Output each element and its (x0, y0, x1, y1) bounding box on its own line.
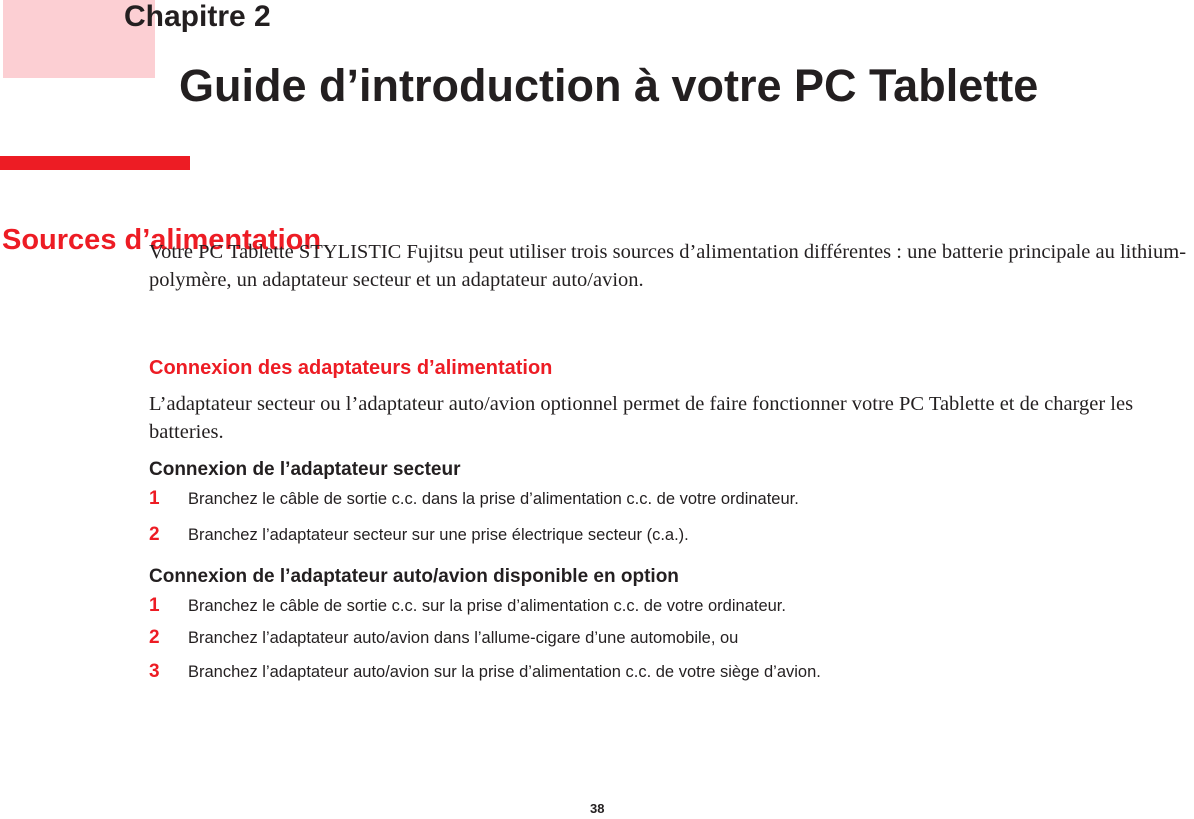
step-number: 2 (149, 524, 160, 545)
section-title: Sources d’alimentation (2, 224, 322, 256)
page-number: 38 (590, 801, 605, 816)
chapter-rule-divider (0, 156, 190, 170)
procedure-title-ac-adapter: Connexion de l’adaptateur secteur (149, 459, 461, 480)
step-number: 1 (149, 488, 160, 509)
step-text: Branchez le câble de sortie c.c. sur la prise d’alimentation c.c. de votre ordinateur. (188, 597, 786, 615)
step-text: Branchez l’adaptateur auto/avion dans l’allume-cigare d’une automobile, ou (188, 629, 739, 647)
section-intro-paragraph: Votre PC Tablette STYLISTIC Fujitsu peut utiliser trois sources d’alimentation différentes : une batterie principale au lithium-polymère, un adaptateur secteur et un adaptateur auto/avion. (149, 241, 1187, 291)
step-number: 1 (149, 595, 160, 616)
chapter-title: Guide d’introduction à votre PC Tablette (179, 60, 1039, 111)
subsection-paragraph: L’adaptateur secteur ou l’adaptateur auto/avion optionnel permet de faire fonctionner votre PC Tablette et de charger les batteries. (149, 393, 1134, 443)
step-text: Branchez l’adaptateur auto/avion sur la prise d’alimentation c.c. de votre siège d’avion. (188, 663, 821, 681)
step-number: 2 (149, 627, 160, 648)
procedure-title-auto-airline-adapter: Connexion de l’adaptateur auto/avion disponible en option (149, 566, 679, 587)
subsection-title: Connexion des adaptateurs d’alimentation (149, 357, 553, 379)
step-number: 3 (149, 661, 160, 682)
step-text: Branchez l’adaptateur secteur sur une prise électrique secteur (c.a.). (188, 526, 689, 544)
step-text: Branchez le câble de sortie c.c. dans la prise d’alimentation c.c. de votre ordinateur. (188, 490, 799, 508)
chapter-label: Chapitre 2 (124, 0, 271, 33)
